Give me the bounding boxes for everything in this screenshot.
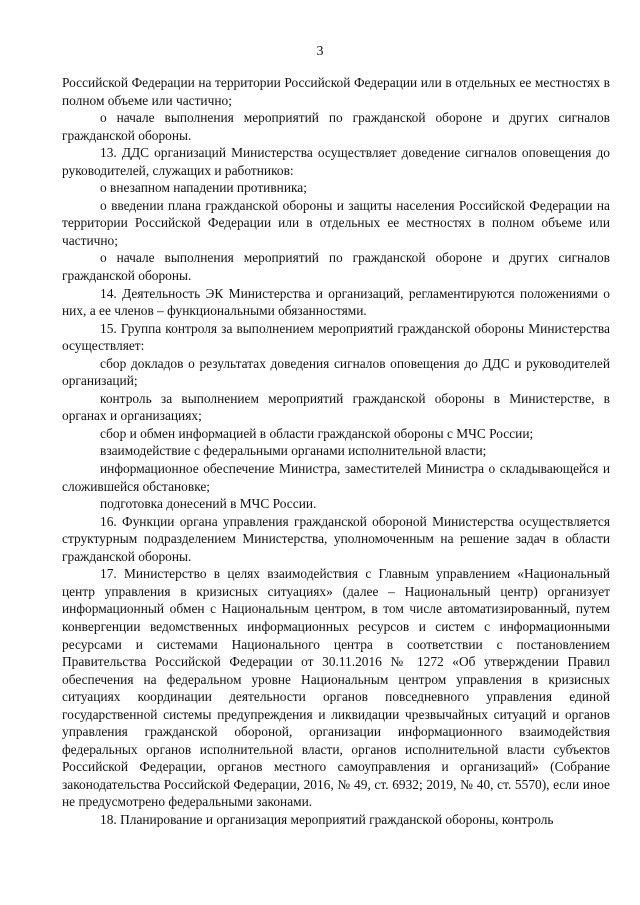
paragraph: о введении плана гражданской обороны и защиты населения Российской Федерации на территории Российской Федерации или в отдельных ее местностях в полном объеме или частично; (62, 197, 610, 248)
paragraph: 14. Деятельность ЭК Министерства и организаций, регламентируются положениями о них, а ее членов – функциональными обязанностями. (62, 285, 610, 319)
paragraph: 15. Группа контроля за выполнением мероприятий гражданской обороны Министерства осуществляет: (62, 320, 610, 354)
paragraph: взаимодействие с федеральными органами исполнительной власти; (100, 443, 487, 459)
paragraph: 16. Функции органа управления гражданской обороной Министерства осуществляется структурным подразделением Министерства, уполномоченным на решение задач в области гражданской обороны. (62, 513, 610, 564)
paragraph: сбор и обмен информацией в области гражданской обороны с МЧС России; (100, 425, 534, 441)
paragraph: 13. ДДС организаций Министерства осуществляет доведение сигналов оповещения до руководителей, служащих и работников: (62, 145, 610, 178)
paragraph: сбор докладов о результатах доведения сигналов оповещения до ДДС и руководителей организаций; (62, 355, 610, 389)
paragraph: 17. Министерство в целях взаимодействия с Главным управлением «Национальный центр управления в кризисных ситуациях» (далее – Национальный центр) организует информационный обмен с Национальным центром, в том числе автоматизированный, путем конвергенции ведомственных информационных ресурсов и систем с информационными ресурсами и системами Национального центра в соответствии с постановлением Правительства Российской Федерации от 30.11.2016 № 1272 «Об утверждении Правил обеспечения на федеральном уровне Национальным центром управления в кризисных ситуациях координации деятельности органов повседневного управления единой государственной системы предупреждения и ликвидации чрезвычайных ситуаций и органов управления гражданской обороной, организации информационного взаимодействия федеральных органов исполнительной власти, органов исполнительной власти субъектов Российской Федерации, органов местного самоуправления и организаций» (Собрание законодательства Российской Федерации, 2016, № 49, ст. 6932; 2019, № 40, ст. 5570), если иное не предусмотрено федеральными законами. (62, 566, 610, 810)
page-number: 3 (316, 44, 324, 59)
paragraph: контроль за выполнением мероприятий гражданской обороны в Министерстве, в органах и организациях; (62, 390, 610, 424)
paragraph: Российской Федерации на территории Российской Федерации или в отдельных ее местностях в полном объеме или частично; (62, 75, 610, 108)
paragraph: 18. Планирование и организация мероприятий гражданской обороны, контроль (100, 811, 554, 827)
document-body (62, 74, 610, 829)
paragraph: о внезапном нападении противника; (100, 180, 307, 196)
paragraph: подготовка донесений в МЧС России. (100, 496, 317, 512)
paragraph: о начале выполнения мероприятий по гражданской обороне и других сигналов гражданской обороны. (62, 250, 610, 284)
paragraph: информационное обеспечение Министра, заместителей Министра о складывающейся и сложившейся обстановке; (62, 461, 610, 494)
paragraph: о начале выполнения мероприятий по гражданской обороне и других сигналов гражданской обороны. (62, 110, 610, 143)
